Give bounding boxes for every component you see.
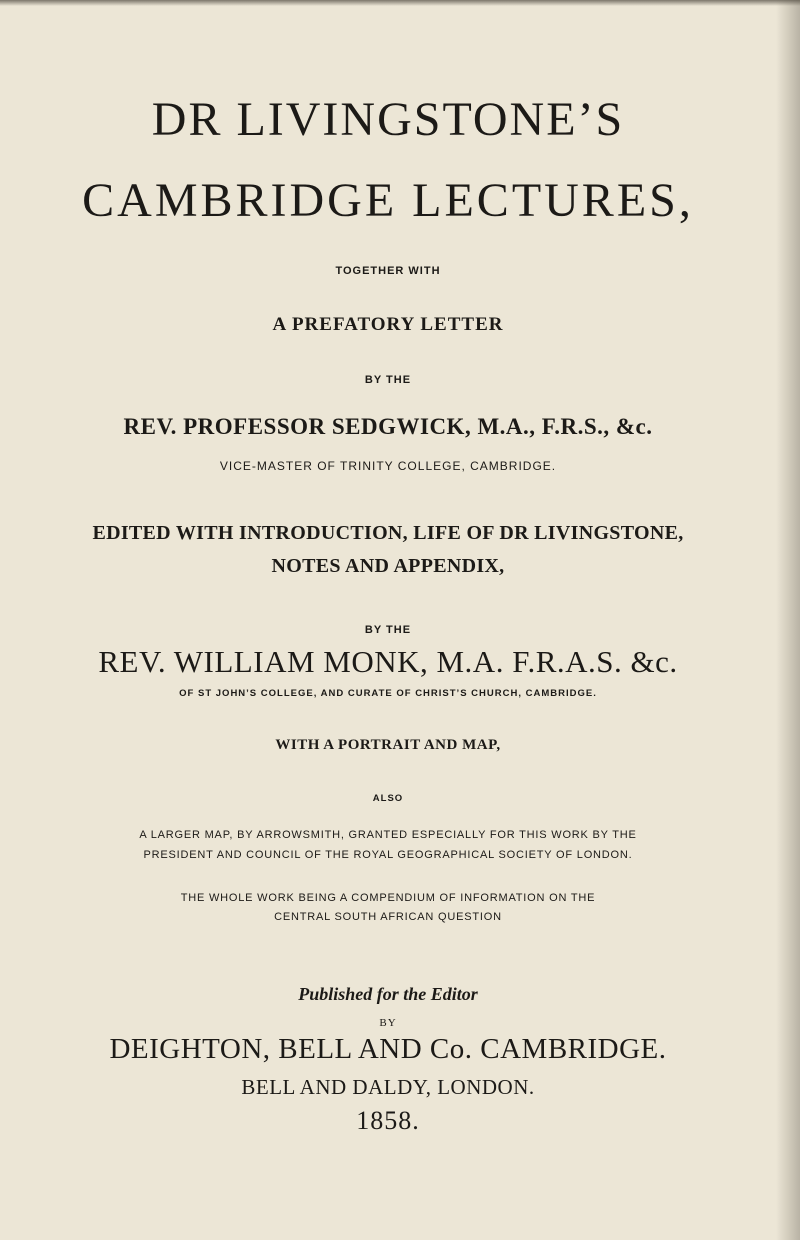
publisher-london: BELL AND DALDY, LONDON. [241, 1075, 535, 1099]
larger-map-line-1: A LARGER MAP, BY ARROWSMITH, GRANTED ESPECIALLY FOR THIS WORK BY THE [139, 829, 637, 841]
together-with-label: TOGETHER WITH [335, 265, 441, 277]
sedgwick-affiliation: VICE-MASTER OF TRINITY COLLEGE, CAMBRIDGE. [219, 459, 557, 473]
portrait-and-map-line: WITH A PORTRAIT AND MAP, [275, 737, 501, 753]
compendium-line-2: CENTRAL SOUTH AFRICAN QUESTION [274, 911, 502, 923]
edited-with-line-2: NOTES AND APPENDIX, [271, 555, 505, 577]
publication-year: 1858. [356, 1106, 420, 1135]
by-label-3: BY [379, 1017, 397, 1029]
sedgwick-name: REV. PROFESSOR SEDGWICK, M.A., F.R.S., &c. [123, 414, 653, 439]
prefatory-letter-heading: A PREFATORY LETTER [272, 314, 504, 335]
monk-name: REV. WILLIAM MONK, M.A. F.R.A.S. &c. [98, 644, 678, 679]
also-label: ALSO [372, 793, 404, 804]
page-right-edge [776, 0, 800, 1240]
title-line-1: DR LIVINGSTONE’S [151, 93, 625, 146]
by-the-label-2: BY THE [364, 624, 412, 636]
compendium-line-1: THE WHOLE WORK BEING A COMPENDIUM OF INFORMATION ON THE [180, 892, 596, 904]
publisher-cambridge: DEIGHTON, BELL AND Co. CAMBRIDGE. [109, 1033, 667, 1065]
monk-affiliation: OF ST JOHN’S COLLEGE, AND CURATE OF CHRIST’S CHURCH, CAMBRIDGE. [179, 688, 597, 699]
page-top-shadow [0, 0, 800, 6]
published-for-line: Published for the Editor [298, 984, 478, 1004]
edited-with-line-1: EDITED WITH INTRODUCTION, LIFE OF DR LIVINGSTONE, [92, 522, 684, 544]
larger-map-line-2: PRESIDENT AND COUNCIL OF THE ROYAL GEOGRAPHICAL SOCIETY OF LONDON. [143, 849, 633, 861]
by-the-label-1: BY THE [364, 374, 412, 386]
title-line-2: CAMBRIDGE LECTURES, [82, 174, 694, 227]
